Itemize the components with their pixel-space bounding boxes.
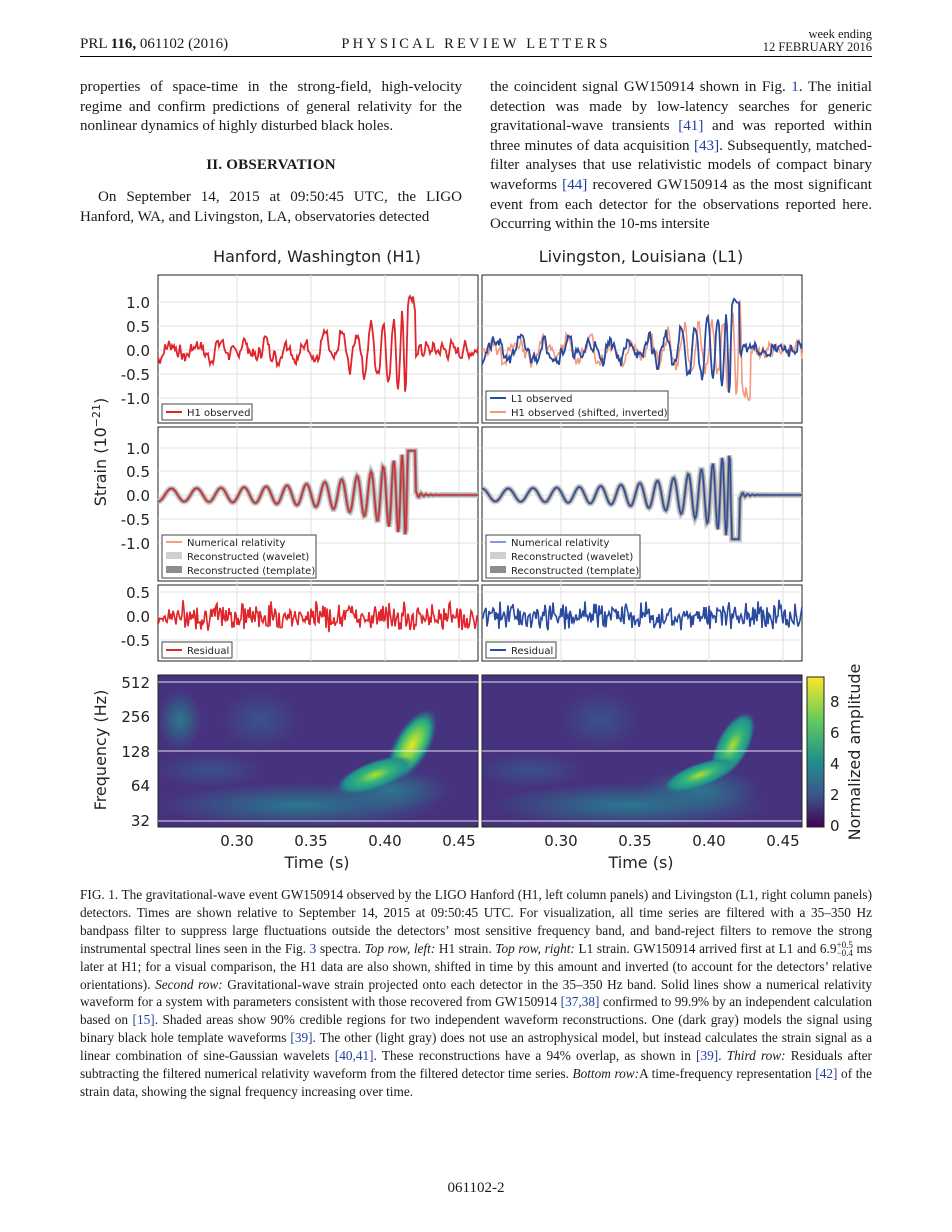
svg-text:Reconstructed (template): Reconstructed (template) xyxy=(187,566,316,577)
colorbar xyxy=(807,677,824,827)
citation-link[interactable]: [40,41] xyxy=(334,1048,374,1064)
svg-text:1.0: 1.0 xyxy=(126,294,150,312)
svg-text:0.0: 0.0 xyxy=(126,608,150,626)
legend-h1-observed xyxy=(162,404,252,420)
legend-l1-observed xyxy=(486,391,668,420)
spectrogram-l1 xyxy=(475,675,802,827)
svg-text:4: 4 xyxy=(830,755,840,773)
svg-text:512: 512 xyxy=(121,674,150,692)
column-title-l1: Livingston, Louisiana (L1) xyxy=(538,247,744,266)
frequency-axis-label: Frequency (Hz) xyxy=(91,689,110,811)
svg-text:2: 2 xyxy=(830,786,840,804)
svg-text:-0.5: -0.5 xyxy=(120,511,150,529)
legend-h1-residual xyxy=(162,642,232,658)
legend-l1-reconstruction xyxy=(486,535,640,578)
svg-text:L1 observed: L1 observed xyxy=(511,394,573,405)
svg-text:0.45: 0.45 xyxy=(766,832,800,850)
svg-text:0.40: 0.40 xyxy=(692,832,726,850)
running-header-left: PRL 116, 061102 (2016) xyxy=(80,36,229,52)
page-number: 061102-2 xyxy=(447,1180,505,1196)
paragraph: On September 14, 2015 at 09:50:45 UTC, the LIGO Hanford, WA, and Livingston, LA, observatories detected xyxy=(80,189,462,225)
right-column: the coincident signal GW150914 shown in Fig. 1. The initial detection was made by low-latency searches for generic gravitational-wave transients [41] and was reported within three minutes of data acquisition [43]. Subsequently, matched-filter analyses that use relativistic models of compact binary waveforms [44] recovered GW150914 as the most significant event from each detector for the observations reported here. Occurring within the 10-ms intersite xyxy=(490,79,873,233)
citation-link[interactable]: [43] xyxy=(693,137,720,154)
svg-text:128: 128 xyxy=(121,743,150,761)
citation-link[interactable]: [42] xyxy=(815,1066,838,1082)
section-heading: II. OBSERVATION xyxy=(206,156,336,173)
svg-text:0.30: 0.30 xyxy=(220,832,254,850)
legend-h1-reconstruction xyxy=(162,535,316,578)
figure-caption: FIG. 1. The gravitational-wave event GW150914 observed by the LIGO Hanford (H1, left column panels) and Livingston (L1, right column panels) detectors. Times are shown relative to September 14, 2015 at 09:50:45 UTC. For visualization, all time series are filtered with a 35–350 Hz bandpass filter to suppress large fluctuations outside the detectors’ most sensitive frequency band, and band-reject filters to remove the strong instrumental spectral lines seen in the Fig. 3 spectra. Top row, left: H1 strain. Top row, right: L1 strain. GW150914 arrived first at L1 and 6.9+0.5 −0.4 ms later at H1; for a visual comparison, the H1 data are also shown, shifted in time by this amount and inverted (to account for the detectors’ relative orientations). Second row: Gravitational-wave strain projected onto each detector in the 35–350 Hz band. Solid lines show a numerical relativity waveform for a system with parameters consistent with those recovered from GW150914 [37,38] confirmed to 99.9% by an independent calculation based on [15]. Shaded areas show 90% credible regions for two independent waveform reconstructions. One (dark gray) models the signal using binary black hole template waveforms [39]. The other (light gray) does not use an astrophysical model, but instead calculates the strain signal as a linear combination of sine-Gaussian wavelets [40,41]. These reconstructions have a 94% overlap, as shown in [39]. Third row: Residuals after subtracting the filtered numerical relativity waveform from the filtered detector time series. Bottom row:A time-frequency representation [42] of the strain data, showing the signal frequency increasing over time. xyxy=(80,887,873,1099)
svg-text:0.35: 0.35 xyxy=(618,832,652,850)
svg-text:0.5: 0.5 xyxy=(126,318,150,336)
citation-link[interactable]: [37,38] xyxy=(560,994,600,1010)
svg-text:0.5: 0.5 xyxy=(126,584,150,602)
svg-text:-0.5: -0.5 xyxy=(120,632,150,650)
svg-text:Residual: Residual xyxy=(187,646,230,657)
running-header-right: week ending 12 FEBRUARY 2016 xyxy=(762,27,872,54)
colorbar-ticks xyxy=(830,693,840,835)
svg-text:H1 observed (shifted, inverted: H1 observed (shifted, inverted) xyxy=(511,408,668,419)
citation-link[interactable]: [39] xyxy=(696,1048,719,1064)
svg-text:0.35: 0.35 xyxy=(294,832,328,850)
x-ticks xyxy=(220,832,799,850)
time-axis-label-h1: Time (s) xyxy=(284,853,350,872)
citation-link[interactable]: [44] xyxy=(562,176,588,193)
svg-text:6: 6 xyxy=(830,724,840,742)
time-axis-label-l1: Time (s) xyxy=(608,853,674,872)
svg-text:0.40: 0.40 xyxy=(368,832,402,850)
svg-text:Reconstructed (wavelet): Reconstructed (wavelet) xyxy=(187,552,310,563)
svg-text:32: 32 xyxy=(130,812,150,830)
strain-axis-label: Strain $(10^{-21})$ xyxy=(90,397,110,507)
svg-text:0.45: 0.45 xyxy=(442,832,476,850)
svg-text:0.0: 0.0 xyxy=(126,342,150,360)
citation-link[interactable]: [41] xyxy=(678,118,704,135)
svg-text:Numerical relativity: Numerical relativity xyxy=(511,538,610,549)
citation-link[interactable]: [15] xyxy=(132,1012,155,1028)
y-ticks-strain xyxy=(121,294,150,650)
figure-link[interactable]: 3 xyxy=(309,940,317,956)
figure-link[interactable]: 1 xyxy=(791,79,799,95)
svg-text:1.0: 1.0 xyxy=(126,440,150,458)
running-title: PHYSICAL REVIEW LETTERS xyxy=(341,36,611,52)
svg-text:Numerical relativity: Numerical relativity xyxy=(187,538,286,549)
svg-text:0: 0 xyxy=(830,817,840,835)
colorbar-label: Normalized amplitude xyxy=(845,663,864,841)
svg-text:Reconstructed (wavelet): Reconstructed (wavelet) xyxy=(511,552,634,563)
svg-text:8: 8 xyxy=(830,693,840,711)
column-title-h1: Hanford, Washington (H1) xyxy=(213,247,421,266)
svg-text:H1 observed: H1 observed xyxy=(187,408,251,419)
svg-text:256: 256 xyxy=(121,708,150,726)
svg-text:0.30: 0.30 xyxy=(544,832,578,850)
legend-l1-residual xyxy=(486,642,556,658)
svg-text:Residual: Residual xyxy=(511,646,554,657)
svg-text:-1.0: -1.0 xyxy=(120,390,150,408)
paragraph: properties of space-time in the strong-field, high-velocity regime and confirm predictions of general relativity for the nonlinear dynamics of highly disturbed black holes. xyxy=(80,79,462,135)
panel-h1-observed xyxy=(158,275,478,423)
y-ticks-frequency xyxy=(121,674,150,830)
svg-text:-1.0: -1.0 xyxy=(120,535,150,553)
citation-link[interactable]: [39] xyxy=(290,1030,313,1046)
svg-text:Reconstructed (template): Reconstructed (template) xyxy=(511,566,640,577)
spectrogram-h1 xyxy=(155,675,478,827)
svg-text:-0.5: -0.5 xyxy=(120,366,150,384)
svg-text:64: 64 xyxy=(130,777,150,795)
svg-text:0.0: 0.0 xyxy=(126,487,150,505)
svg-text:0.5: 0.5 xyxy=(126,463,150,481)
